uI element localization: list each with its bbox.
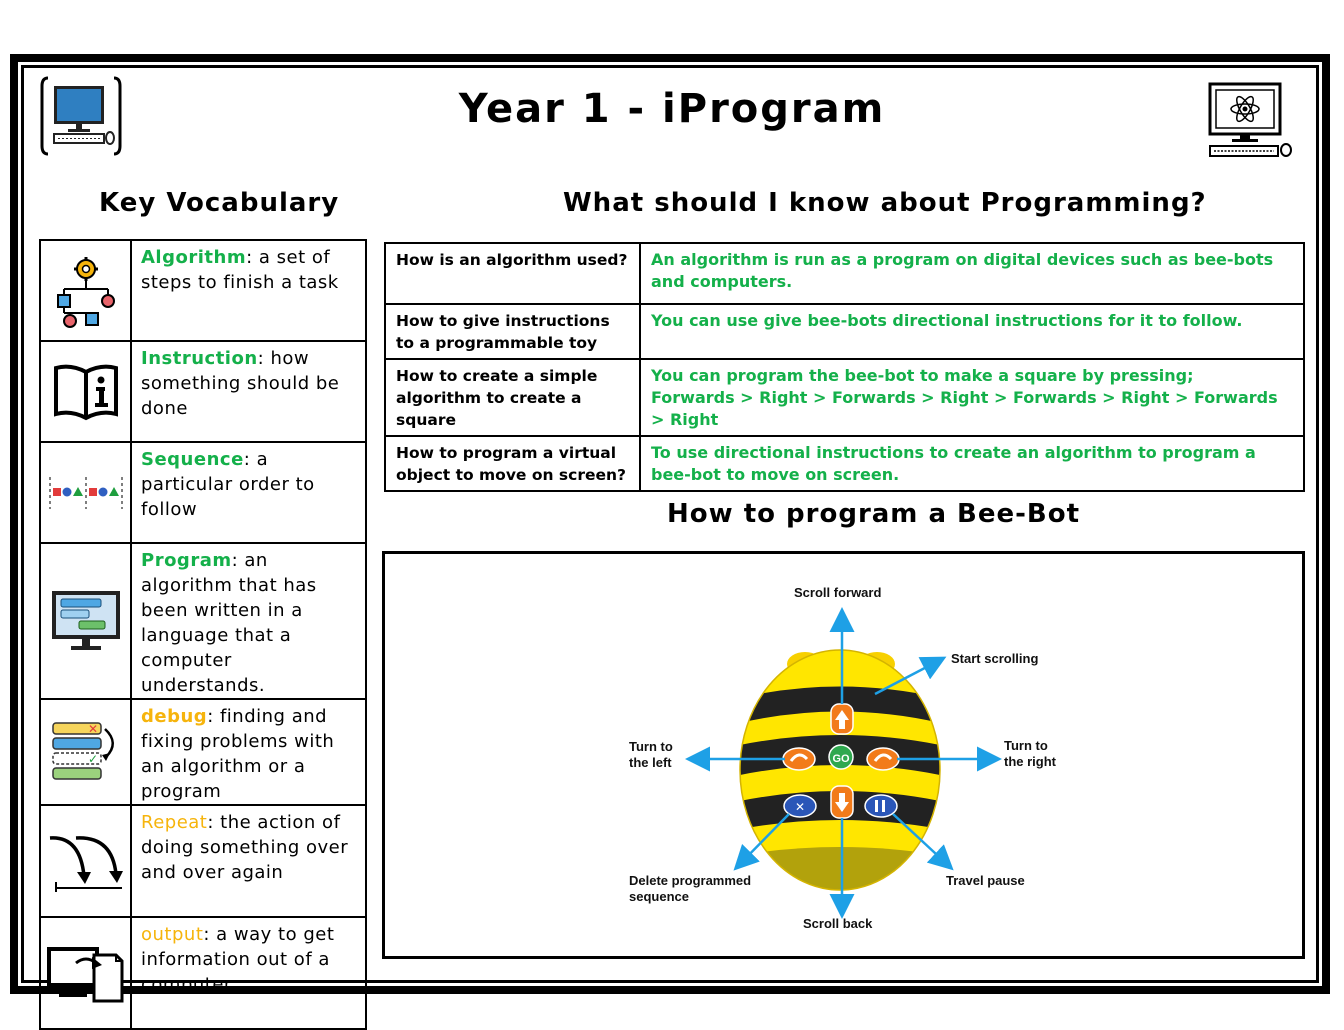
facts-table [384, 242, 1305, 492]
facts-row [385, 243, 1304, 304]
facts-heading: What should I know about Programming? [563, 188, 1207, 218]
algorithm-flow-icon [46, 251, 126, 331]
label-turn-right-line2: the right [1004, 754, 1056, 769]
page-title: Year 1 - iProgram [458, 86, 886, 132]
instruction-book-icon [51, 362, 121, 422]
facts-answer-sequence: Forwards > Right > Forwards > Right > Forwards > Right > Forwards > Right [651, 388, 1278, 429]
label-turn-left-line1: Turn to [629, 739, 673, 754]
vocab-row [40, 442, 366, 543]
vocab-row [40, 805, 366, 917]
vocab-definition: : a particular order to follow [141, 449, 315, 520]
vocab-term: Algorithm [141, 247, 247, 268]
vocab-definition: : an algorithm that has been written in a language that a computer understands. [141, 550, 317, 696]
label-delete-line1: Delete programmed [629, 873, 752, 888]
facts-answer: You can program the bee-bot to make a square by pressing; [651, 366, 1194, 385]
label-travel-pause: Travel pause [946, 873, 1025, 888]
svg-text:✓: ✓ [87, 752, 98, 766]
go-button-label: GO [832, 753, 850, 765]
beebot-body [735, 644, 945, 904]
label-turn-left [629, 739, 673, 771]
vocab-definition: : finding and fixing problems with an algorithm or a program [141, 706, 335, 802]
vocab-definition: : a set of steps to finish a task [141, 247, 339, 293]
facts-row [385, 436, 1304, 491]
program-monitor-icon [49, 588, 123, 654]
debug-blocks-icon [48, 719, 124, 785]
label-turn-right [1004, 738, 1056, 770]
facts-question: How is an algorithm used? [385, 243, 640, 304]
svg-text:✕: ✕ [87, 722, 98, 736]
facts-question: How to give instructions to a programmable toy [385, 304, 640, 359]
vocab-table [39, 239, 367, 1030]
vocab-row [40, 240, 366, 341]
vocab-definition: : how something should be done [141, 348, 340, 419]
beebot-illustration [385, 554, 1302, 956]
vocab-term: Instruction [141, 348, 258, 369]
vocab-term: debug [141, 706, 208, 727]
vocab-row [40, 699, 366, 805]
label-turn-left-line2: the left [629, 755, 672, 770]
label-scroll-back: Scroll back [803, 916, 873, 931]
vocab-row [40, 917, 366, 1029]
facts-answer: An algorithm is run as a program on digital devices such as bee-bots and computers. [640, 243, 1304, 304]
svg-text:✕: ✕ [794, 800, 806, 814]
label-start-scrolling: Start scrolling [951, 651, 1039, 666]
vocab-heading: Key Vocabulary [99, 188, 340, 218]
facts-question: How to create a simple algorithm to create a square [385, 359, 640, 436]
vocab-row [40, 341, 366, 442]
vocab-definition: : the action of doing something over and over again [141, 812, 349, 883]
sequence-shapes-icon [46, 473, 126, 513]
label-delete [629, 873, 751, 905]
facts-row [385, 304, 1304, 359]
vocab-row [40, 543, 366, 699]
vocab-term: Program [141, 550, 232, 571]
vocab-term: output [141, 924, 204, 945]
vocab-definition: : a way to get information out of a computer [141, 924, 335, 995]
label-delete-line2: sequence [629, 889, 689, 904]
output-computer-icon [46, 941, 126, 1005]
repeat-arrows-icon [46, 826, 126, 896]
label-scroll-forward: Scroll forward [794, 585, 882, 600]
vocab-term: Repeat [141, 812, 208, 833]
vocab-term: Sequence [141, 449, 244, 470]
facts-answer: To use directional instructions to create an algorithm to program a bee-bot to move on screen. [640, 436, 1304, 491]
label-turn-right-line1: Turn to [1004, 738, 1048, 753]
facts-row [385, 359, 1304, 436]
facts-answer: You can use give bee-bots directional instructions for it to follow. [640, 304, 1304, 359]
beebot-diagram [382, 551, 1305, 959]
beebot-heading: How to program a Bee-Bot [667, 499, 1081, 529]
facts-question: How to program a virtual object to move on screen? [385, 436, 640, 491]
